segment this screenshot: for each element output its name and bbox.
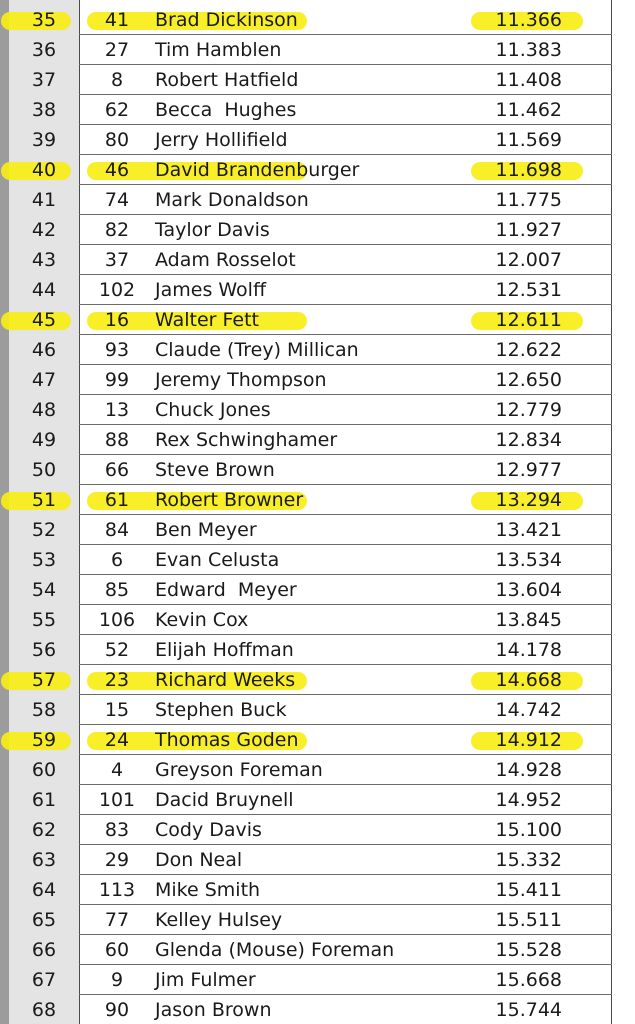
table-row — [9, 485, 612, 515]
table-row — [9, 755, 612, 785]
bib-number-cell: 61 — [104, 489, 130, 511]
bib-number-cell: 83 — [104, 819, 130, 841]
table-row — [9, 995, 612, 1024]
rank-cell: 47 — [31, 369, 57, 391]
table-row — [9, 575, 612, 605]
name-cell: Kelley Hulsey — [155, 909, 283, 931]
page-edge-strip — [0, 0, 9, 1024]
rank-cell: 54 — [31, 579, 57, 601]
name-cell: Kevin Cox — [155, 609, 249, 631]
rank-cell: 39 — [31, 129, 57, 151]
time-cell: 12.611 — [495, 309, 562, 331]
rank-cell: 62 — [31, 819, 57, 841]
bib-number-cell: 13 — [104, 399, 130, 421]
bib-number-cell: 66 — [104, 459, 130, 481]
time-cell: 15.411 — [495, 879, 562, 901]
time-cell: 15.100 — [495, 819, 562, 841]
rank-cell: 58 — [31, 699, 57, 721]
bib-number-cell: 88 — [104, 429, 130, 451]
time-cell: 12.622 — [495, 339, 562, 361]
rank-cell: 63 — [31, 849, 57, 871]
table-row — [9, 545, 612, 575]
results-table — [9, 5, 612, 1024]
name-cell: Mark Donaldson — [155, 189, 309, 211]
time-cell: 12.531 — [495, 279, 562, 301]
name-cell: Jason Brown — [155, 999, 272, 1021]
name-cell: Rex Schwinghamer — [155, 429, 338, 451]
table-row — [9, 5, 612, 35]
name-cell: Mike Smith — [155, 879, 261, 901]
name-cell: Jeremy Thompson — [155, 369, 327, 391]
name-cell: Taylor Davis — [155, 219, 270, 241]
table-row — [9, 395, 612, 425]
bib-number-cell: 29 — [104, 849, 130, 871]
bib-number-cell: 90 — [104, 999, 130, 1021]
rank-cell: 65 — [31, 909, 57, 931]
table-row — [9, 965, 612, 995]
table-row — [9, 335, 612, 365]
table-row — [9, 365, 612, 395]
rank-cell: 42 — [31, 219, 57, 241]
bib-number-cell: 9 — [110, 969, 124, 991]
time-cell: 14.952 — [495, 789, 562, 811]
name-cell: Becca Hughes — [155, 99, 297, 121]
bib-number-cell: 62 — [104, 99, 130, 121]
time-cell: 14.928 — [495, 759, 562, 781]
name-cell: Glenda (Mouse) Foreman — [155, 939, 395, 961]
rank-cell: 44 — [31, 279, 57, 301]
table-row — [9, 125, 612, 155]
name-cell: Robert Hatfield — [155, 69, 299, 91]
table-row — [9, 725, 612, 755]
bib-number-cell: 74 — [104, 189, 130, 211]
table-row — [9, 305, 612, 335]
time-cell: 11.569 — [495, 129, 562, 151]
time-cell: 12.007 — [495, 249, 562, 271]
table-row — [9, 425, 612, 455]
bib-number-cell: 15 — [104, 699, 130, 721]
bib-number-cell: 99 — [104, 369, 130, 391]
bib-number-cell: 80 — [104, 129, 130, 151]
bib-number-cell: 16 — [104, 309, 130, 331]
rank-cell: 41 — [31, 189, 57, 211]
bib-number-cell: 52 — [104, 639, 130, 661]
bib-number-cell: 85 — [104, 579, 130, 601]
time-cell: 11.408 — [495, 69, 562, 91]
name-cell: Cody Davis — [155, 819, 262, 841]
time-cell: 11.366 — [495, 9, 562, 31]
name-cell: Walter Fett — [155, 309, 259, 331]
table-row — [9, 65, 612, 95]
bib-number-cell: 101 — [98, 789, 136, 811]
rank-cell: 50 — [31, 459, 57, 481]
table-row — [9, 155, 612, 185]
name-cell: Greyson Foreman — [155, 759, 323, 781]
time-cell: 11.698 — [495, 159, 562, 181]
name-cell: Don Neal — [155, 849, 243, 871]
rank-cell: 38 — [31, 99, 57, 121]
time-cell: 13.604 — [495, 579, 562, 601]
rank-cell: 46 — [31, 339, 57, 361]
rank-cell: 67 — [31, 969, 57, 991]
table-row — [9, 185, 612, 215]
time-cell: 11.775 — [495, 189, 562, 211]
name-cell: Jerry Hollifield — [155, 129, 288, 151]
name-cell: Jim Fulmer — [155, 969, 256, 991]
table-row — [9, 665, 612, 695]
name-cell: James Wolff — [155, 279, 267, 301]
table-row — [9, 815, 612, 845]
table-row — [9, 935, 612, 965]
table-row — [9, 785, 612, 815]
time-cell: 15.528 — [495, 939, 562, 961]
bib-number-cell: 24 — [104, 729, 130, 751]
bib-number-cell: 46 — [104, 159, 130, 181]
bib-number-cell: 6 — [110, 549, 124, 571]
rank-cell: 43 — [31, 249, 57, 271]
rank-cell: 40 — [31, 159, 57, 181]
table-row — [9, 245, 612, 275]
rank-cell: 60 — [31, 759, 57, 781]
time-cell: 12.779 — [495, 399, 562, 421]
table-row — [9, 605, 612, 635]
time-cell: 13.294 — [495, 489, 562, 511]
rank-cell: 35 — [31, 9, 57, 31]
name-cell: David Brandenburger — [155, 159, 360, 181]
time-cell: 13.534 — [495, 549, 562, 571]
name-cell: Stephen Buck — [155, 699, 287, 721]
bib-number-cell: 102 — [98, 279, 136, 301]
rank-cell: 64 — [31, 879, 57, 901]
table-row — [9, 635, 612, 665]
bib-number-cell: 8 — [110, 69, 124, 91]
time-cell: 14.742 — [495, 699, 562, 721]
rank-cell: 57 — [31, 669, 57, 691]
rank-cell: 61 — [31, 789, 57, 811]
time-cell: 15.332 — [495, 849, 562, 871]
table-row — [9, 35, 612, 65]
bib-number-cell: 41 — [104, 9, 130, 31]
rank-cell: 66 — [31, 939, 57, 961]
bib-number-cell: 23 — [104, 669, 130, 691]
time-cell: 14.178 — [495, 639, 562, 661]
bib-number-cell: 84 — [104, 519, 130, 541]
bib-number-cell: 113 — [98, 879, 136, 901]
name-cell: Evan Celusta — [155, 549, 280, 571]
rank-cell: 49 — [31, 429, 57, 451]
time-cell: 14.912 — [495, 729, 562, 751]
rank-cell: 51 — [31, 489, 57, 511]
rank-cell: 56 — [31, 639, 57, 661]
time-cell: 15.511 — [495, 909, 562, 931]
table-row — [9, 905, 612, 935]
rank-cell: 59 — [31, 729, 57, 751]
rank-cell: 68 — [31, 999, 57, 1021]
bib-number-cell: 60 — [104, 939, 130, 961]
name-cell: Tim Hamblen — [155, 39, 282, 61]
rank-cell: 55 — [31, 609, 57, 631]
table-row — [9, 455, 612, 485]
name-cell: Brad Dickinson — [155, 9, 298, 31]
name-cell: Steve Brown — [155, 459, 275, 481]
name-cell: Robert Browner — [155, 489, 304, 511]
time-cell: 12.650 — [495, 369, 562, 391]
table-row — [9, 515, 612, 545]
name-cell: Chuck Jones — [155, 399, 271, 421]
rank-cell: 48 — [31, 399, 57, 421]
name-cell: Ben Meyer — [155, 519, 257, 541]
time-cell: 12.834 — [495, 429, 562, 451]
table-row — [9, 695, 612, 725]
name-cell: Claude (Trey) Millican — [155, 339, 359, 361]
name-cell: Edward Meyer — [155, 579, 297, 601]
bib-number-cell: 82 — [104, 219, 130, 241]
name-cell: Dacid Bruynell — [155, 789, 294, 811]
name-cell: Elijah Hoffman — [155, 639, 294, 661]
rank-cell: 52 — [31, 519, 57, 541]
bib-number-cell: 77 — [104, 909, 130, 931]
time-cell: 12.977 — [495, 459, 562, 481]
table-row — [9, 845, 612, 875]
rank-cell: 45 — [31, 309, 57, 331]
rank-cell: 53 — [31, 549, 57, 571]
time-cell: 15.744 — [495, 999, 562, 1021]
table-row — [9, 215, 612, 245]
bib-number-cell: 93 — [104, 339, 130, 361]
table-row — [9, 95, 612, 125]
rank-cell: 36 — [31, 39, 57, 61]
table-row — [9, 875, 612, 905]
time-cell: 11.927 — [495, 219, 562, 241]
time-cell: 11.383 — [495, 39, 562, 61]
bib-number-cell: 106 — [98, 609, 136, 631]
bib-number-cell: 4 — [110, 759, 124, 781]
time-cell: 13.845 — [495, 609, 562, 631]
name-cell: Thomas Goden — [155, 729, 299, 751]
bib-number-cell: 27 — [104, 39, 130, 61]
table-row — [9, 275, 612, 305]
name-cell: Richard Weeks — [155, 669, 296, 691]
time-cell: 15.668 — [495, 969, 562, 991]
time-cell: 13.421 — [495, 519, 562, 541]
time-cell: 14.668 — [495, 669, 562, 691]
rank-cell: 37 — [31, 69, 57, 91]
time-cell: 11.462 — [495, 99, 562, 121]
name-cell: Adam Rosselot — [155, 249, 296, 271]
bib-number-cell: 37 — [104, 249, 130, 271]
